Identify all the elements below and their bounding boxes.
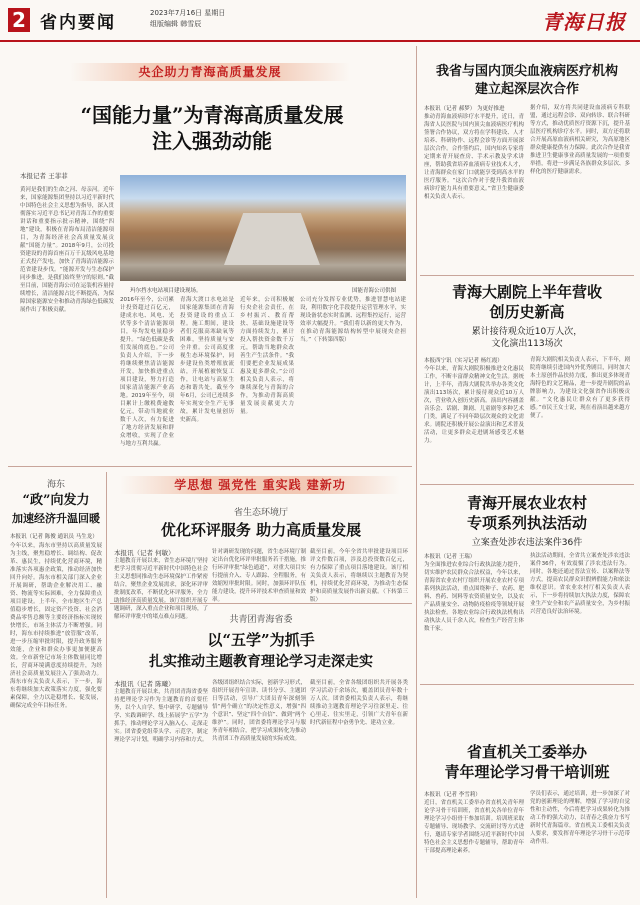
medical-col1: 推动青海血液病诊疗水平提升，近日，青海省人民医院与国内顶尖血液病医疗机构签署合作协议，双方将在学科建设、人才培养、科研协作、远程会诊等方面开展深层次合作。合作签约后，国内知名专家将定期来青开展查房、手术示教及学术讲座，帮助我省培养血液病专业技术人才，让青海群众在家门口就能享受到高水平的医疗服务。“这次合作对于提升我省血液病诊疗能力具有重要意义。”省卫生健康委相关负责人表示。 bbox=[424, 114, 524, 200]
agri-col2: 执法活动期间，全省共立案查处涉农违法案件36件，有效震慑了涉农违法行为。同时，各地还通过普法宣传、以案释法等方式，提高农民群众识假辨假能力和依法维权意识。省农业农村厅相关负责人表示，下一步将持续加大执法力度，保障农业生产安全和农产品质量安全，为乡村振兴营造良好法治环境。 bbox=[530, 553, 630, 615]
main-story-byline: 本报记者 王菲菲 bbox=[20, 172, 68, 180]
section-title: 省内要闻 bbox=[40, 13, 116, 33]
theatre-subtitle-line2: 文化演出113场次 bbox=[491, 339, 563, 349]
brief-body: 今年以来，海东市坚持以高质量发展为主线，聚焦稳增长、调结构、促改革、惠民生，持续优化营商环境，精准落实各项惠企政策，推动经济加快回升向好。海东市相关部门深入企业开展调研，帮助企业解决用工、融资、物流等实际困难，全力保障重点项目建设。上半年，全市地区生产总值稳步增长，固定资产投资、社会消费品零售总额等主要经济指标实现较快增长，市场主体活力不断增强。同时，海东市持续推进“放管服”改革，进一步压缩审批时限，提升政务服务效能，企业和群众办事更加便捷高效。全市新登记市场主体数量同比增长，营商环境满意度持续提升，为经济社会高质量发展注入了强劲动力。海东市有关负责人表示，下一步，海东将继续加大政策落实力度，强化要素保障，全力以赴稳增长、促发展，确保完成全年目标任务。 bbox=[10, 543, 102, 709]
photo-credit: 国能青海公司供图 bbox=[352, 288, 397, 294]
story1-col3: 截至目前，今年全省共审批建设项目环评文件数百项，涉及总投资数百亿元，有力保障了重点项目落地建设。该厅相关负责人表示，将继续以主题教育为契机，持续优化营商环境，为推动生态保护和高质量发展作出新贡献。（下转第三版） bbox=[310, 549, 408, 603]
row-divider bbox=[420, 275, 634, 276]
theatre-subtitle-line1: 累计接待观众近10万人次， bbox=[471, 327, 583, 337]
main-story-col2: 2016年至今，公司累计投资超过百亿元，建成水电、风电、光伏等多个清洁能源项目，年均发电量稳步提升。“绿色低碳是我们发展的底色。”公司负责人介绍，下一步将继续聚焦清洁能源开发，加快推进重点项目建设，努力打造国家清洁能源产业高地。2019年至今，项目累计上缴税费逾数亿元，带动当地就业数千人次，有力促进了地方经济发展和群众增收，实现了企业与地方互利共赢。 bbox=[120, 297, 174, 447]
medical-title-line2: 建立起深层次合作 bbox=[474, 82, 579, 97]
row-divider bbox=[420, 684, 634, 685]
story1-col1: 主题教育开展以来，省生态环境厅坚持把学习贯彻习近平新时代中国特色社会主义思想同推动生态环境保护工作紧密结合，聚焦企业发展需求，深化环评审批制度改革，不断优化环评服务，全力助推经济高质量发展。该厅组织开展专题调研，深入重点企业和项目现场，了解环评审批中的堵点难点问题。 bbox=[114, 558, 208, 620]
column-divider bbox=[416, 46, 417, 898]
youth-col2: 学员们表示，通过培训，进一步加深了对党的创新理论的理解，增强了学习的自觉性和主动性，今后将把学习成果转化为推动工作的强大动力，以青春之我奋力书写新时代青海篇章。省直机关工委相关负责人要求，要发挥青年理论学习骨干示范带动作用。 bbox=[530, 791, 630, 845]
theatre-col2: 青海大剧院相关负责人表示，下半年，剧院将继续引进国内外优秀剧目，同时加大本土原创作品扶持力度，推出更多体现青海特色的文艺精品，进一步提升剧院的品牌影响力，为建设文化强省作出积极贡献。“文化惠民让群众有了更多获得感。”市民王女士说，现在看演出越来越方便了。 bbox=[530, 357, 630, 419]
youth-byline: 本报讯（记者 李雪莉） bbox=[424, 792, 481, 798]
story2-col3: 截至目前，全省各级团组织共开展各类学习活动千余场次，覆盖团员青年数十万人次。团省委相关负责人表示，将继续推动主题教育理论学习往深里走、往心里走、往实里走，引领广大青年在新时代新征程中奋勇争先、建功立业。 bbox=[310, 680, 408, 726]
main-story-title-line1: “国能力量”为青海高质量发展 bbox=[80, 103, 344, 127]
youth-title-line1: 省直机关工委举办 bbox=[466, 743, 587, 761]
youth-title-line2: 青年理论学习骨干培训班 bbox=[444, 763, 610, 781]
photo-caption: 玛尔挡水电站项目建设现场。 bbox=[130, 288, 202, 294]
story1-byline: 本报讯（记者 何敏） bbox=[114, 549, 175, 557]
agri-byline: 本报讯（记者 王瑞） bbox=[424, 554, 476, 560]
row-divider bbox=[8, 466, 412, 467]
youth-col1: 近日，省直机关工委举办省直机关青年理论学习骨干培训班，省直机关各单位青年理论学习小组骨干参加培训。培训班采取专题辅导、现场教学、交流研讨等方式进行，邀请专家学者围绕习近平新时代中国特色社会主义思想作专题辅导，帮助青年干部提高理论素养。 bbox=[424, 800, 524, 854]
brief-kicker: 海东 bbox=[46, 480, 65, 490]
story1-title: 优化环评服务 助力高质量发展 bbox=[160, 521, 362, 539]
dam-photo bbox=[120, 175, 406, 281]
editor-line: 组版编辑 韩雪辰 bbox=[150, 20, 202, 28]
learning-banner: 学思想 强党性 重实践 建新功 bbox=[120, 476, 400, 494]
brief-byline: 本报讯（记者 陈俊 通讯员 马生龙） bbox=[10, 534, 98, 540]
story1-kicker: 省生态环境厅 bbox=[233, 508, 288, 518]
story2-col2: 各级团组织结合实际，创新学习形式，组织开展青年宣讲、读书分享、主题团日等活动，引导广大团员青年深刻领悟“两个确立”的决定性意义，增强“四个意识”、坚定“四个自信”、做到“两个维护”。同时，团省委将理论学习与服务青年相结合，把学习成果转化为推动共青团工作高质量发展的实际成效。 bbox=[212, 680, 306, 742]
agri-col1: 为全面推进农业综合行政执法能力提升，切实维护农民群众合法权益，今年以来，青海省农业农村厅组织开展农业农村专项系列执法活动，重点围绕种子、农药、肥料、兽药、饲料等农资质量安全，以及农产品质量安全、动物防疫检疫等领域开展执法检查。各地农业综合行政执法机构出动执法人员千余人次，检查生产经营主体数千家。 bbox=[424, 562, 524, 632]
brief-title-line1: “政”向发力 bbox=[22, 493, 90, 508]
newspaper-logo: 青海日报 bbox=[542, 10, 626, 34]
medical-byline: 本报讯（记者 郝梦） 为更好推进 bbox=[424, 106, 505, 112]
main-story-banner: 央企助力青海高质量发展 bbox=[70, 63, 350, 81]
theatre-col1: 今年以来，青海大剧院积极推进文化惠民工作，不断丰富群众精神文化生活。据统计，上半年，青海大剧院共举办各类文化演出113场次，累计接待观众近10万人次，营业收入创历史新高。演出内容涵盖音乐会、话剧、舞剧、儿童剧等多种艺术门类，满足了不同年龄层次观众的文化需求。剧院还积极开展公益演出和艺术普及活动，让更多群众走进剧场感受艺术魅力。 bbox=[424, 366, 524, 444]
medical-col2: 据介绍，双方将共同建设血液病专科联盟，通过远程会诊、双向转诊、联合科研等方式，推动优质医疗资源下沉，提升基层医疗机构诊疗水平。同时，双方还将联合开展高原血液病相关研究，为高原地区群众健康提供有力保障。此次合作是我省推进卫生健康事业高质量发展的一项重要举措，将进一步满足各族群众多层次、多样化的医疗健康需求。 bbox=[530, 105, 630, 175]
main-story-col5: 公司充分发挥专业优势，推进智慧电站建设，利用数字化手段提升运营管理水平，实现设备状态实时监测、远程集控运行，运营效率大幅提升。“我们将以新的更大作为，在推动青海能源结构转型中展现央企担当。”（下转第四版） bbox=[300, 297, 406, 343]
page-header bbox=[0, 0, 640, 42]
story1-col2: 针对调研发现的问题，省生态环境厅制定出台优化环评审批服务若干措施，推行环评审批“绿色通道”，对重大项目实行提前介入、专人跟踪、全程服务，有效缩短审批时限。同时，加强环评队伍能力建设，提升环评技术审查质量和效率。 bbox=[212, 549, 306, 603]
main-story-title-line2: 注入强劲动能 bbox=[152, 129, 272, 153]
main-story-col4: 近年来，公司积极履行央企社会责任，在乡村振兴、教育帮扶、基础设施建设等方面持续发力，累计投入帮扶资金数千万元，帮助当地群众改善生产生活条件。“我们要把企业发展成果惠及更多群众。”公司相关负责人表示，将继续深化与青海的合作，为推动青海高质量发展贡献更大力量。 bbox=[240, 297, 294, 415]
main-story-col3: 青海大渡口水电站是国家能源集团在青海投资建设的重点工程。施工期间，建设者们克服高寒缺氧等困难，坚持质量与安全并重。公司高度重视生态环境保护，同步建设鱼类增殖放流站，开展植被恢复工作，让电站与高原生态和谐共处。截至今年6月，公司已连续多年实现安全生产无事故，累计发电量创历史新高。 bbox=[180, 297, 234, 423]
theatre-title-line2: 创历史新高 bbox=[489, 303, 565, 321]
story2-kicker: 共青团青海省委 bbox=[229, 615, 293, 625]
story2-title-line2: 扎实推动主题教育理论学习走深走实 bbox=[149, 654, 373, 670]
theatre-title-line1: 青海大剧院上半年营收 bbox=[451, 283, 602, 301]
dam-shape bbox=[224, 213, 320, 265]
story2-byline: 本报讯（记者 陈曦） bbox=[114, 680, 175, 688]
brief-title-line2: 加速经济升温回暖 bbox=[12, 512, 100, 525]
column-divider bbox=[106, 472, 107, 898]
medical-title-line1: 我省与国内顶尖血液病医疗机构 bbox=[435, 64, 618, 79]
theatre-byline: 本报西宁讯（实习记者 杨红霞） bbox=[424, 358, 503, 364]
page-number: 2 bbox=[8, 8, 30, 32]
main-story-col1: 黄河是我们的生命之河、母亲河。近年来，国家能源集团坚持以习近平新时代中国特色社会主义思想为指导，深入贯彻落实习近平总书记对青海工作的重要讲话和重要指示批示精神，围绕“四地”建设，积极在青海布局清洁能源项目，为青海经济社会高质量发展贡献“国能力量”。2018年9月，公司投资建设的青海首座百万千瓦级风电基地正式投产发电，加快了青海清洁能源示范省建设步伐。“能源开发与生态保护同步推进，是我们始终坚守的原则。”截至目前，国能青海公司在运装机容量持续增长，清洁能源占比不断提高，为保障国家能源安全和推动青海绿色低碳发展作出了积极贡献。 bbox=[20, 187, 114, 313]
agri-title-line2: 专项系列执法活动 bbox=[466, 514, 587, 532]
row-divider bbox=[420, 484, 634, 485]
story2-title-line1: 以“五学”为抓手 bbox=[207, 631, 315, 649]
date-line: 2023年7月16日 星期日 bbox=[150, 9, 226, 17]
agri-subtitle: 立案查处涉农违法案件36件 bbox=[471, 538, 583, 548]
issue-date bbox=[150, 8, 225, 30]
story2-col1: 主题教育开展以来，共青团青海省委坚持把理论学习作为主题教育的首要任务，以个人自学、集中研学、专题辅导学、实践调研学、线上拓展学“五学”为抓手，推动理论学习入脑入心、走深走实。团省委党组带头学、示范学，制定理论学习计划，明确学习内容和方式。 bbox=[114, 689, 208, 743]
agri-title-line1: 青海开展农业农村 bbox=[466, 494, 587, 512]
